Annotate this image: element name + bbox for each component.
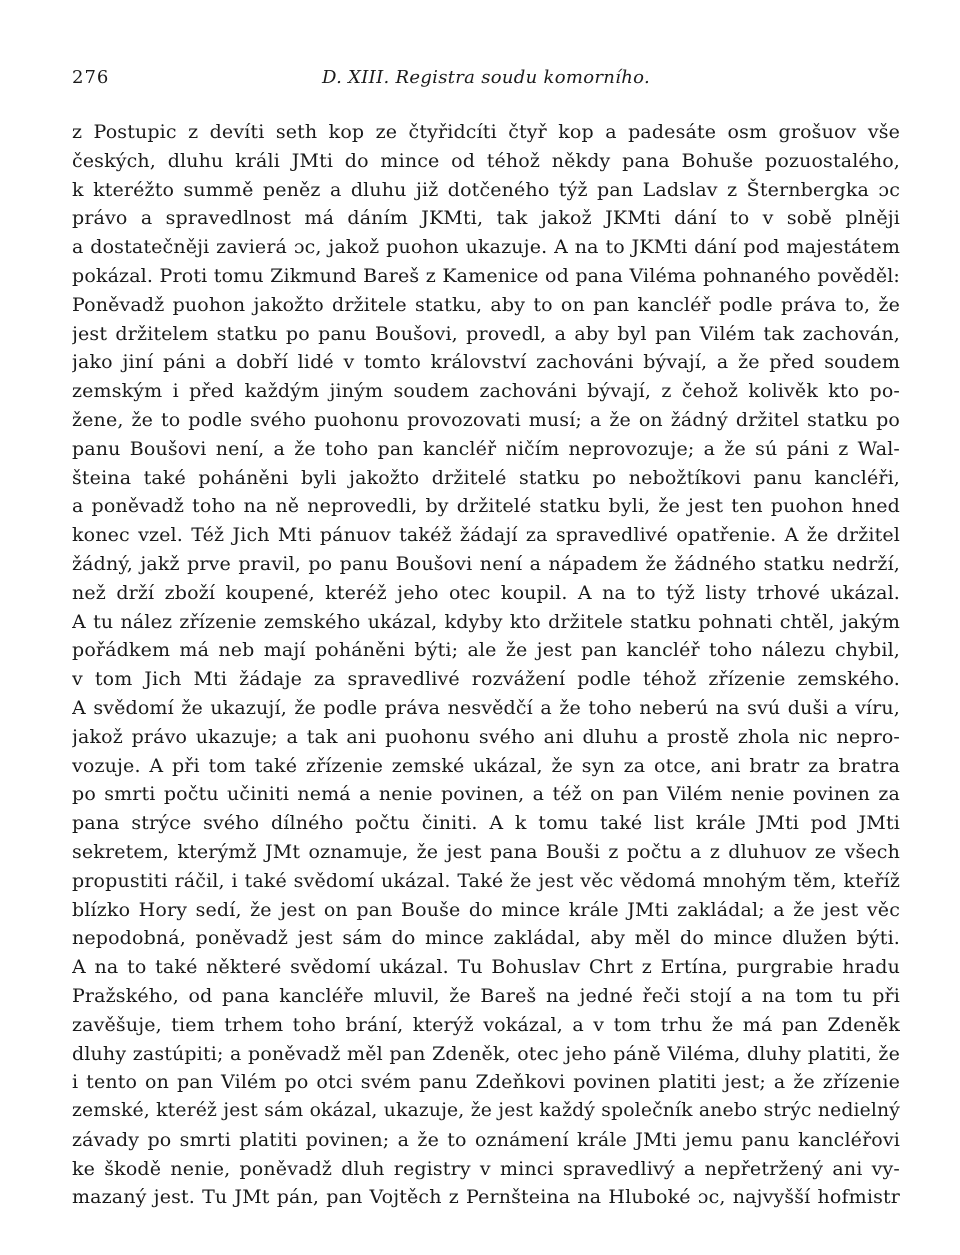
text-line: A tu nález zřízenie zemského ukázal, kdyby kto držitele statku pohnati chtěl, jakým xyxy=(72,610,900,633)
text-line: i tento on pan Vilém po otci svém panu Zdeňkovi povinen platiti jest; a že zřízenie xyxy=(72,1071,900,1094)
text-line: Poněvadž puohon jakožto držitele statku, aby to on pan kancléř podle práva to, že xyxy=(72,293,900,316)
text-line: žádný, jakž prve pravil, po panu Boušovi není a nápadem že žádného statku nedrží, xyxy=(72,552,900,575)
text-line: blízko Hory sedí, že jest on pan Bouše do mince krále JMti zakládal; a že jest věc xyxy=(72,898,900,921)
text-line: zemské, kteréž jest sám okázal, ukazuje, že jest každý společník anebo strýc nedielný xyxy=(72,1100,900,1122)
text-line: závady po smrti platiti povinen; a že to oznámení krále JMti jemu panu kancléřovi xyxy=(72,1128,900,1151)
body-text xyxy=(72,118,900,1212)
text-line: panu Boušovi není, a že toho pan kancléř ničím neprovozuje; a že sú páni z Wal- xyxy=(72,437,900,460)
text-line: jako jiní páni a dobří lidé v tomto království zachováni bývají, a že před soudem xyxy=(72,351,900,374)
text-line: mazaný jest. Tu JMt pán, pan Vojtěch z Pernšteina na Hluboké ɔc, najvyšší hofmistr xyxy=(72,1186,900,1209)
text-line: po smrti počtu učiniti nemá a nenie povinen, a též on pan Vilém nenie povinen za xyxy=(72,783,900,806)
text-line: ke škodě nenie, poněvadž dluh registry v minci spravedlivý a nepřetržený ani vy- xyxy=(72,1157,900,1180)
text-line: sekretem, kterýmž JMt oznamuje, že jest pana Bouši z počtu a z dluhuov ze všech xyxy=(72,840,900,863)
text-line: pokázal. Proti tomu Zikmund Bareš z Kamenice od pana Viléma pohnaného pověděl: xyxy=(72,264,900,287)
text-line: pořádkem má neb mají poháněni býti; ale že jest pan kancléř toho nálezu chybil, xyxy=(72,639,900,662)
text-line: nepodobná, poněvadž jest sám do mince zakládal, aby měl do mince dlužen býti. xyxy=(72,927,900,950)
text-line: z Postupic z devíti seth kop ze čtyřidcíti čtyř kop a padesáte osm grošuov vše xyxy=(72,121,900,143)
text-line: dluhy zastúpiti; a poněvadž měl pan Zdeněk, otec jeho páně Viléma, dluhy platiti, že xyxy=(72,1042,900,1065)
text-line: propustiti ráčil, i také svědomí ukázal. Také že jest věc vědomá mnohým těm, kteříž xyxy=(72,869,900,892)
text-line: A svědomí že ukazují, že podle práva nesvědčí a že toho neberú na svú duši a víru, xyxy=(72,696,900,719)
text-line: než drží zboží koupené, kteréž jeho otec koupil. A na to týž listy trhové ukázal. xyxy=(72,581,900,604)
text-line: a dostatečněji zavierá ɔc, jakož puohon ukazuje. A na to JKMti dání pod majestátem xyxy=(72,236,900,259)
text-line: žene, že to podle svého puohonu provozovati musí; a že on žádný držitel statku po xyxy=(72,408,900,431)
text-line: právo a spravedlnost má dáním JKMti, tak jakož JKMti dání to v sobě plněji xyxy=(72,207,900,230)
page-number: 276 xyxy=(72,67,110,88)
text-line: pana strýce svého dílného počtu činiti. A k tomu také list krále JMti pod JMti xyxy=(72,812,900,835)
text-line: v tom Jich Mti žádaje za spravedlivé rozvážení podle téhož zřízenie zemského. xyxy=(72,668,900,691)
text-line: šteina také poháněni byli jakožto držitelé statku po nebožtíkovi panu kancléři, xyxy=(72,466,900,489)
text-line: k kteréžto summě peněz a dluhu již dotčeného týž pan Ladslav z Šternbergka ɔc xyxy=(72,178,900,201)
text-line: vozuje. A při tom také zřízenie zemské ukázal, že syn za otce, ani bratr za bratra xyxy=(72,754,900,777)
text-line: jest držitelem statku po panu Boušovi, provedl, a aby byl pan Vilém tak zachován, xyxy=(72,322,900,345)
text-line: jakož právo ukazuje; a tak ani puohonu svého ani dluhu a prostě zhola nic nepro- xyxy=(72,725,900,748)
text-line: zavěšuje, tiem trhem toho brání, kterýž vokázal, a v tom trhu že má pan Zdeněk xyxy=(72,1013,900,1036)
text-line: zemským i před každým jiným soudem zachováni bývají, z čehož kolivěk kto po- xyxy=(72,380,900,403)
text-line: A na to také některé svědomí ukázal. Tu Bohuslav Chrt z Ertína, purgrabie hradu xyxy=(72,956,900,979)
running-title: D. XIII. Registra soudu komorního. xyxy=(322,67,650,88)
text-line: konec vzel. Též Jich Mti pánuov takéž žádají za spravedlivé opatřenie. A že držitel xyxy=(72,524,900,547)
text-line: českých, dluhu králi JMti do mince od téhož někdy pana Bohuše pozuostalého, xyxy=(72,149,900,172)
text-line: Pražského, od pana kancléře mluvil, že Bareš na jedné řeči stojí a na tom tu při xyxy=(72,984,900,1007)
text-line: a poněvadž toho na ně neprovedli, by držitelé statku byli, že jest ten puohon hned xyxy=(72,495,900,518)
document-page xyxy=(72,0,900,1255)
running-head xyxy=(72,64,900,92)
